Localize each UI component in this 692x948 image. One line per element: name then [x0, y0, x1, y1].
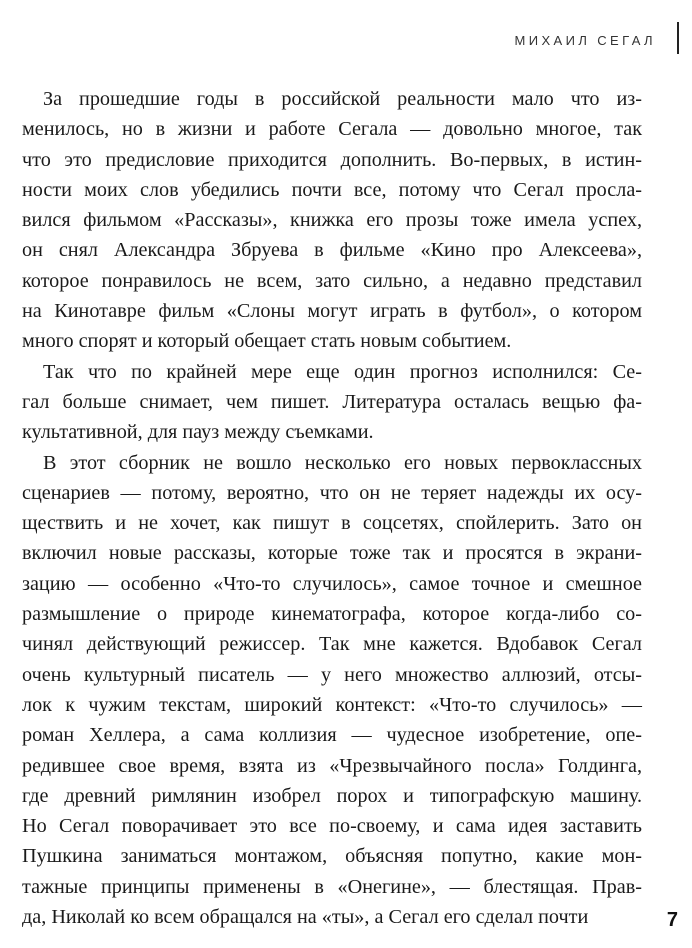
text-line: очень культурный писатель — у него множество аллюзий, отсы- [22, 663, 642, 686]
text-line: тажные принципы применены в «Онегине», — блестящая. Прав- [22, 875, 642, 898]
text-line: роман Хеллера, а сама коллизия — чудесное изобретение, опе- [22, 724, 642, 747]
text-line: Пушкина заниматься монтажом, объясняя попутно, какие мон- [22, 845, 642, 868]
text-line: где древний римлянин изобрел порох и типографскую машину. [22, 784, 642, 807]
text-line: чинял действующий режиссер. Так мне кажется. Вдобавок Сегал [22, 633, 642, 656]
text-line: много спорят и который обещает стать новым событием. [22, 330, 512, 353]
text-line: он снял Александра Збруева в фильме «Кино про Алексеева», [22, 239, 642, 262]
text-line: лок к чужим текстам, широкий контекст: «Что-то случилось» — [22, 693, 642, 716]
text-line: Но Сегал поворачивает это все по-своему, и сама идея заставить [22, 815, 642, 838]
text-line: что это предисловие приходится дополнить. Во-первых, в истин- [22, 148, 642, 171]
text-line: Так что по крайней мере еще один прогноз исполнился: Се- [43, 360, 642, 383]
text-line: да, Николай ко всем обращался на «ты», а Сегал его сделал почти [22, 906, 589, 929]
text-line: сценариев — потому, вероятно, что он не теряет надежды их осу- [22, 481, 642, 504]
running-head-rule [677, 22, 679, 54]
text-line: ществить и не хочет, как пишут в соцсетях, спойлерить. Зато он [22, 512, 642, 535]
text-line: размышление о природе кинематографа, которое когда-либо со- [22, 603, 642, 626]
body-text [22, 84, 642, 932]
page-number: 7 [666, 909, 678, 931]
text-line: культативной, для пауз между съемками. [22, 421, 374, 444]
text-line: гал больше снимает, чем пишет. Литература осталась вещью фа- [22, 390, 642, 413]
text-line: которое понравилось не всем, зато сильно, а недавно представил [22, 269, 642, 292]
text-line: В этот сборник не вошло несколько его новых первоклассных [43, 451, 642, 474]
text-line: За прошедшие годы в российской реальности мало что из- [43, 88, 642, 110]
text-line: на Кинотавре фильм «Слоны могут играть в футбол», о котором [22, 300, 642, 323]
running-head: МИХАИЛ СЕГАЛ [514, 33, 656, 48]
text-line: вился фильмом «Рассказы», книжка его прозы тоже имела успех, [22, 209, 642, 232]
text-line: включил новые рассказы, которые тоже так и просятся в экрани- [22, 542, 642, 565]
text-line: ности моих слов убедились почти все, потому что Сегал просла- [22, 178, 642, 201]
text-line: зацию — особенно «Что-то случилось», самое точное и смешное [22, 572, 642, 595]
text-line: менилось, но в жизни и работе Сегала — довольно многое, так [22, 118, 642, 141]
text-line: редившее свое время, взята из «Чрезвычайного посла» Голдинга, [22, 754, 642, 777]
